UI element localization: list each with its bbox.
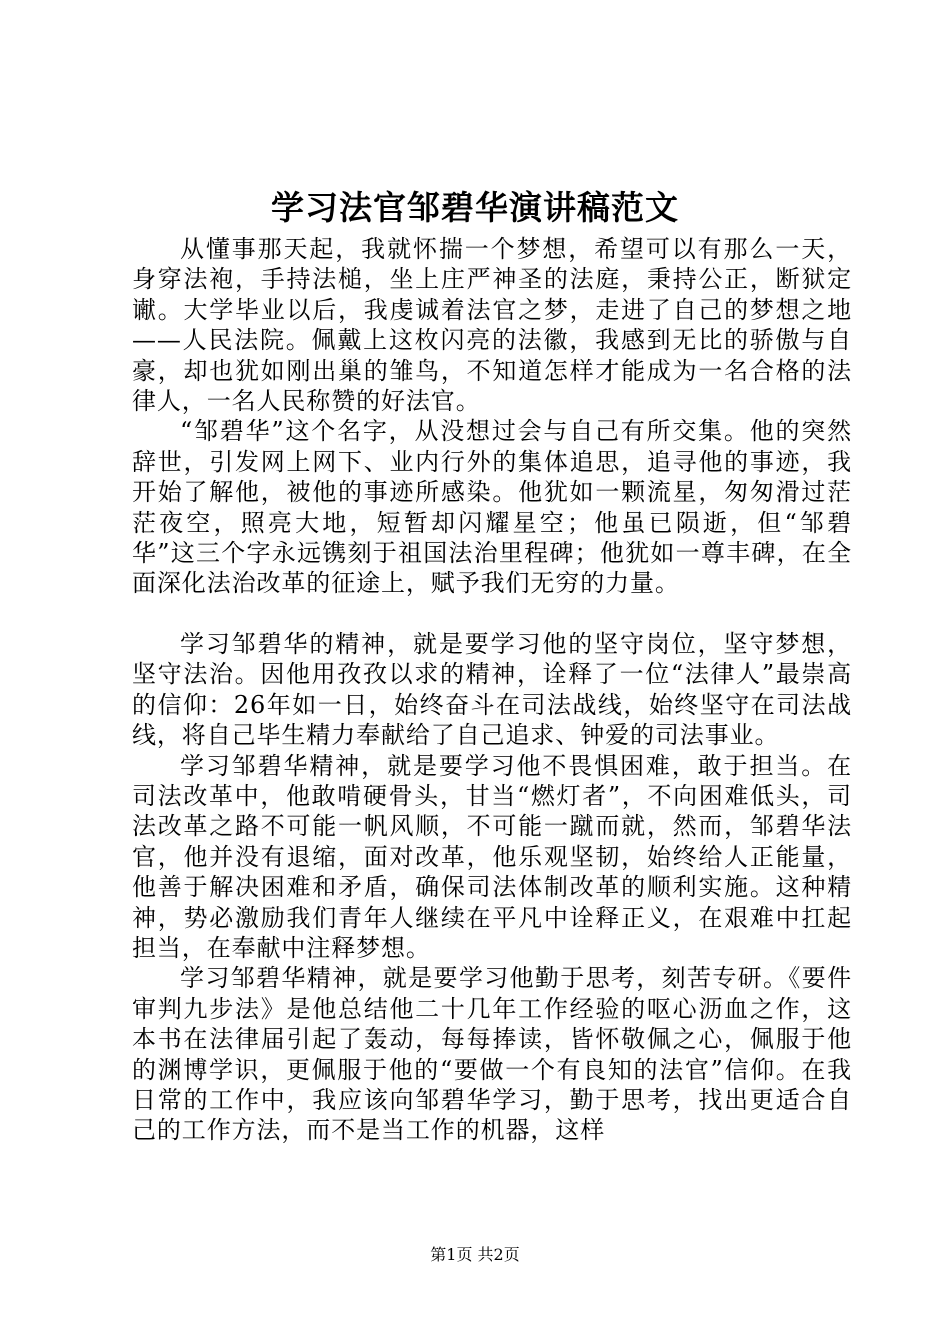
document-title: 学习法官邹碧华演讲稿范文 [271, 188, 679, 227]
paragraph-2: “邹碧华”这个名字，从没想过会与自己有所交集。他的突然辞世，引发网上网下、业内行外的集体追思，追寻他的事迹，我开始了解他，被他的事迹所感染。他犹如一颗流星，匆匆滑过茫茫夜空，照亮大地，短暂却闪耀星空；他虽已陨逝，但“邹碧华”这三个字永远镌刻于祖国法治里程碑；他犹如一尊丰碑，在全面深化法治改革的征途上，赋予我们无穷的力量。 [132, 417, 852, 598]
paragraph-3: 学习邹碧华的精神，就是要学习他的坚守岗位，坚守梦想，坚守法治。因他用孜孜以求的精神，诠释了一位“法律人”最崇高的信仰：26年如一日，始终奋斗在司法战线，始终坚守在司法战线，将自己毕生精力奉献给了自己追求、钟爱的司法事业。 [132, 629, 852, 750]
paragraph-1: 从懂事那天起，我就怀揣一个梦想，希望可以有那么一天，身穿法袍，手持法槌，坐上庄严神圣的法庭，秉持公正，断狱定谳。大学毕业以后，我虔诚着法官之梦，走进了自己的梦想之地——人民法院。佩戴上这枚闪亮的法徽，我感到无比的骄傲与自豪，却也犹如刚出巢的雏鸟，不知道怎样才能成为一名合格的法律人，一名人民称赞的好法官。 [132, 235, 852, 416]
paragraph-4: 学习邹碧华精神，就是要学习他不畏惧困难，敢于担当。在司法改革中，他敢啃硬骨头，甘当“燃灯者”，不向困难低头，司法改革之路不可能一帆风顺，不可能一蹴而就，然而，邹碧华法官，他并没有退缩，面对改革，他乐观坚韧，始终给人正能量，他善于解决困难和矛盾，确保司法体制改革的顺利实施。这种精神，势必激励我们青年人继续在平凡中诠释正义，在艰难中扛起担当，在奉献中注释梦想。 [132, 751, 852, 962]
paragraph-5: 学习邹碧华精神，就是要学习他勤于思考，刻苦专研。《要件审判九步法》是他总结他二十几年工作经验的呕心沥血之作，这本书在法律届引起了轰动，每每捧读，皆怀敬佩之心，佩服于他的渊博学识，更佩服于他的“要做一个有良知的法官”信仰。在我日常的工作中，我应该向邹碧华学习，勤于思考，找出更适合自己的工作方法，而不是当工作的机器，这样 [132, 964, 852, 1145]
page-footer: 第1页 共2页 [430, 1245, 520, 1264]
document-body [132, 234, 852, 1146]
